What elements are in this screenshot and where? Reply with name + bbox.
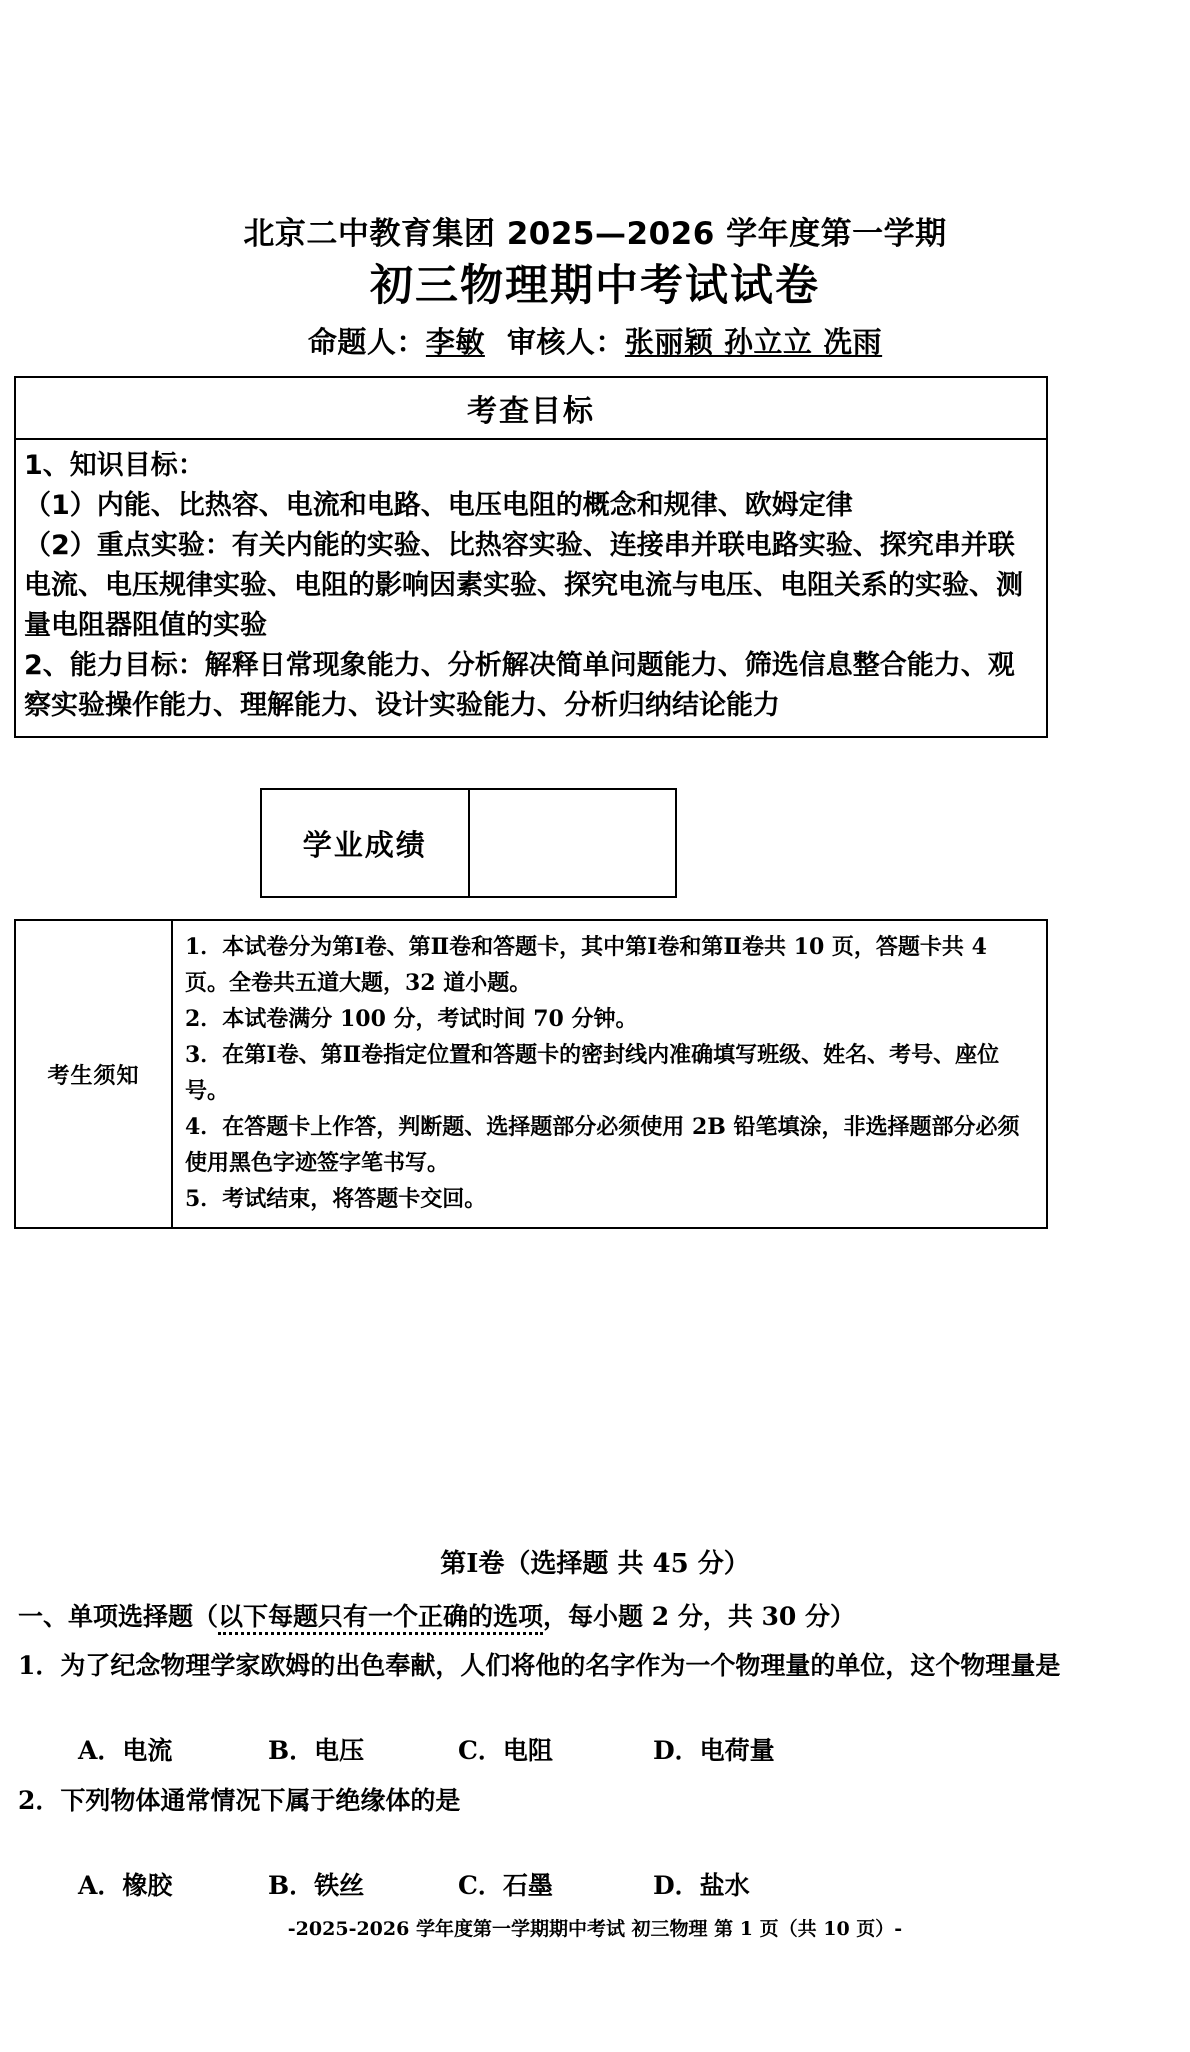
question-item — [18, 1780, 1078, 1822]
author-reviewer-line — [0, 320, 1190, 361]
section-one-emphasis: 以下每题只有一个正确的选项 — [218, 1602, 543, 1635]
notice-item: 2．本试卷满分 100 分，考试时间 70 分钟。 — [185, 1006, 638, 1032]
objective-line: （1）内能、比热容、电流和电路、电压电阻的概念和规律、欧姆定律 — [24, 490, 853, 521]
candidate-notice-body — [173, 921, 1046, 1227]
option-a[interactable]: A．橡胶 — [78, 1871, 173, 1900]
question-number: 1． — [18, 1651, 61, 1680]
candidate-notice-table — [14, 919, 1048, 1229]
exam-title: 初三物理期中考试试卷 — [370, 261, 820, 311]
option-d[interactable]: D．盐水 — [653, 1871, 750, 1900]
objectives-box-title: 考查目标 — [16, 378, 1046, 440]
author-name: 李敏 — [425, 325, 485, 359]
question-number: 2． — [18, 1786, 61, 1815]
objectives-box — [14, 376, 1048, 738]
author-label: 命题人： — [307, 325, 426, 359]
reviewer-label: 审核人： — [506, 325, 625, 359]
option-c[interactable]: C．石墨 — [458, 1871, 553, 1900]
notice-item: 5．考试结束，将答题卡交回。 — [185, 1186, 487, 1212]
option-b[interactable]: B．铁丝 — [268, 1871, 365, 1900]
section-one-prefix: 一、单项选择题（ — [18, 1602, 219, 1631]
candidate-notice-label: 考生须知 — [16, 921, 173, 1227]
option-c[interactable]: C．电阻 — [458, 1736, 553, 1765]
section-one-suffix: ，每小题 2 分，共 30 分） — [543, 1602, 856, 1631]
notice-item: 4．在答题卡上作答，判断题、选择题部分必须使用 2B 铅笔填涂，非选择题部分必须使用黑色字迹签字笔书写。 — [185, 1114, 1020, 1176]
question-stem: 为了纪念物理学家欧姆的出色奉献，人们将他的名字作为一个物理量的单位，这个物理量是 — [60, 1651, 1061, 1680]
notice-item: 3．在第Ⅰ卷、第Ⅱ卷指定位置和答题卡的密封线内准确填写班级、姓名、考号、座位号。 — [185, 1042, 1000, 1104]
section-one-heading — [18, 1597, 855, 1633]
objectives-box-body — [16, 440, 1046, 736]
objective-line: 1、知识目标： — [24, 450, 205, 481]
option-d[interactable]: D．电荷量 — [653, 1736, 775, 1765]
score-table — [260, 788, 677, 898]
score-table-label: 学业成绩 — [262, 790, 470, 896]
question-stem: 下列物体通常情况下属于绝缘体的是 — [60, 1786, 461, 1815]
option-a[interactable]: A．电流 — [78, 1736, 173, 1765]
objective-line: 2、能力目标：解释日常现象能力、分析解决简单问题能力、筛选信息整合能力、观察实验操作能力、理解能力、设计实验能力、分析归纳结论能力 — [24, 650, 1015, 721]
notice-item: 1．本试卷分为第Ⅰ卷、第Ⅱ卷和答题卡，其中第Ⅰ卷和第Ⅱ卷共 10 页，答题卡共 4 页。全卷共五道大题，32 道小题。 — [185, 934, 987, 996]
part-one-heading: 第I卷（选择题 共 45 分） — [440, 1549, 750, 1579]
question-item — [18, 1645, 1078, 1687]
school-term-line: 北京二中教育集团 2025—2026 学年度第一学期 — [243, 216, 947, 252]
objective-line: （2）重点实验：有关内能的实验、比热容实验、连接串并联电路实验、探究串并联电流、电压规律实验、电阻的影响因素实验、探究电流与电压、电阻关系的实验、测量电阻器阻值的实验 — [24, 530, 1023, 641]
score-table-value[interactable] — [470, 790, 676, 896]
reviewer-names: 张丽颖 孙立立 冼雨 — [624, 325, 883, 359]
page-footer: -2025-2026 学年度第一学期期中考试 初三物理 第 1 页（共 10 页）- — [287, 1918, 903, 1940]
option-b[interactable]: B．电压 — [268, 1736, 365, 1765]
